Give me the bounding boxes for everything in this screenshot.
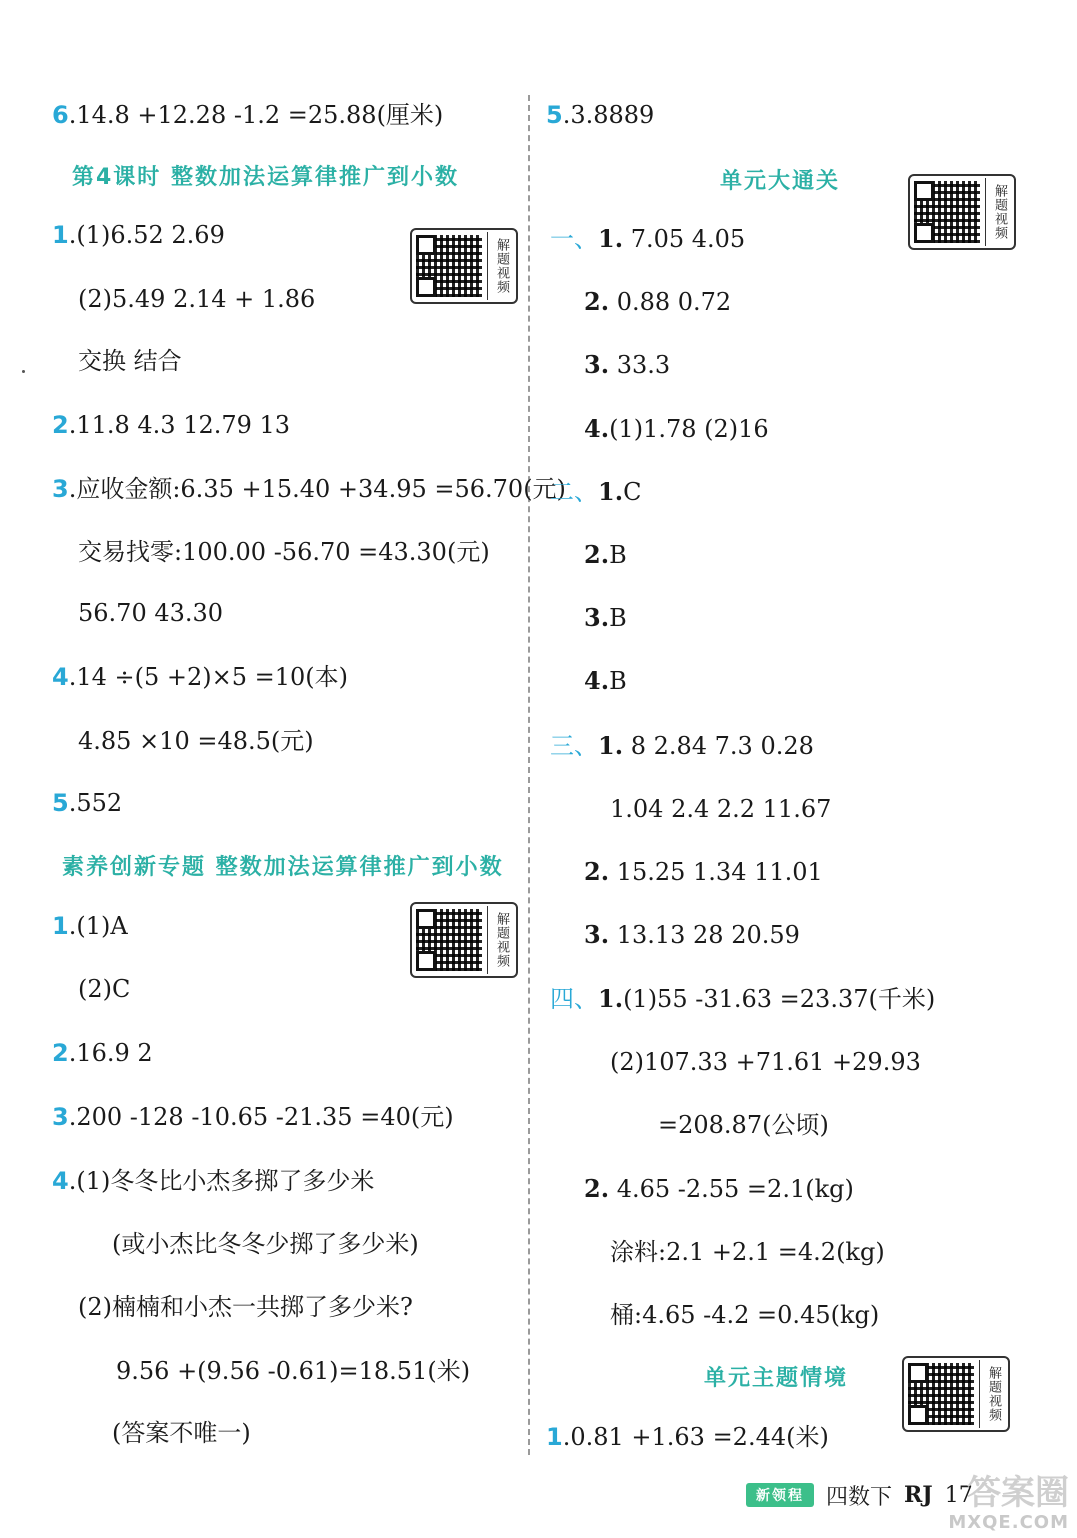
qr-pattern [416, 235, 482, 297]
answer-line: 2. 15.25 1.34 11.01 [584, 857, 823, 886]
answer-line: 5.3.8889 [546, 101, 655, 129]
answer-line: 3. 33.3 [584, 350, 671, 379]
answer-line: 3.应收金额:6.35 +15.40 +34.95 =56.70(元) [52, 475, 566, 503]
answer-line: 6.14.8 +12.28 -1.2 =25.88(厘米) [52, 101, 444, 129]
answer-line: =208.87(公顷) [658, 1111, 829, 1139]
answer-line: 4.14 ÷(5 +2)×5 =10(本) [52, 663, 348, 691]
watermark-sub: MXQE.COM [948, 1512, 1069, 1533]
qr-code[interactable] [410, 902, 518, 978]
qr-label: 解题视频 [487, 232, 514, 300]
answer-line: 桶:4.65 -4.2 =0.45(kg) [610, 1301, 880, 1329]
qr-label: 解题视频 [979, 1360, 1006, 1428]
answer-line: 三、1. 8 2.84 7.3 0.28 [550, 731, 814, 760]
answer-line: 1.04 2.4 2.2 11.67 [610, 795, 832, 823]
page-number: 17 [944, 1482, 973, 1508]
answer-line: 3.200 -128 -10.65 -21.35 =40(元) [52, 1103, 454, 1131]
answer-line: 交换 结合 [78, 347, 182, 375]
qr-label: 解题视频 [487, 906, 514, 974]
answer-line: 5.552 [52, 789, 123, 817]
answer-line: 四、1.(1)55 -31.63 =23.37(千米) [550, 984, 936, 1013]
brand-badge: 新领程 [746, 1483, 814, 1507]
qr-pattern [416, 909, 482, 971]
answer-line: 1.0.81 +1.63 =2.44(米) [546, 1423, 829, 1451]
qr-pattern [914, 181, 980, 243]
qr-code[interactable] [902, 1356, 1010, 1432]
answer-line: 56.70 43.30 [78, 599, 224, 627]
answer-line: (或小杰比冬冬少掷了多少米) [112, 1230, 419, 1258]
qr-label: 解题视频 [985, 178, 1012, 246]
section-heading: 素养创新专题 整数加法运算律推广到小数 [62, 855, 504, 880]
answer-line: 2.B [584, 540, 627, 569]
answer-line: 2. 4.65 -2.55 =2.1(kg) [584, 1174, 854, 1203]
answer-line: (2)5.49 2.14 + 1.86 [78, 285, 316, 313]
watermark [948, 1473, 1069, 1538]
answer-line: 1.(1)6.52 2.69 [52, 221, 225, 249]
answer-line: 交易找零:100.00 -56.70 =43.30(元) [78, 538, 490, 566]
stray-dot [22, 370, 25, 373]
qr-code[interactable] [410, 228, 518, 304]
answer-line: 3. 13.13 28 20.59 [584, 920, 800, 949]
answer-line: 4.B [584, 666, 627, 695]
section-heading: 单元主题情境 [704, 1366, 849, 1391]
qr-code[interactable] [908, 174, 1016, 250]
section-heading: 单元大通关 [720, 169, 841, 194]
answer-line: 涂料:2.1 +2.1 =4.2(kg) [610, 1238, 885, 1266]
edition-label: RJ [904, 1482, 933, 1508]
answer-line: 4.85 ×10 =48.5(元) [78, 727, 314, 755]
section-heading: 第4课时 整数加法运算律推广到小数 [72, 165, 459, 190]
answer-line: 2.11.8 4.3 12.79 13 [52, 411, 291, 439]
answer-line: 1.(1)A [52, 912, 128, 940]
answer-line: 4.(1)冬冬比小杰多掷了多少米 [52, 1167, 375, 1195]
answer-line: (2)C [78, 975, 131, 1003]
answer-line: 二、1.C [550, 477, 642, 506]
column-divider [528, 95, 530, 1455]
answer-line: (2)楠楠和小杰一共掷了多少米? [78, 1293, 413, 1321]
answer-line: (答案不唯一) [112, 1419, 251, 1447]
answer-line: 3.B [584, 603, 627, 632]
subject-label: 四数下 [826, 1484, 893, 1510]
answer-line: 2.16.9 2 [52, 1039, 153, 1067]
answer-line: 一、1. 7.05 4.05 [550, 224, 746, 253]
answer-line: 2. 0.88 0.72 [584, 287, 732, 316]
page-footer [746, 1478, 973, 1512]
qr-pattern [908, 1363, 974, 1425]
answer-line: 9.56 +(9.56 -0.61)=18.51(米) [116, 1357, 471, 1385]
answer-line: 4.(1)1.78 (2)16 [584, 414, 769, 443]
answer-line: (2)107.33 +71.61 +29.93 [610, 1048, 921, 1076]
watermark-main: 答案圈 [967, 1473, 1069, 1513]
